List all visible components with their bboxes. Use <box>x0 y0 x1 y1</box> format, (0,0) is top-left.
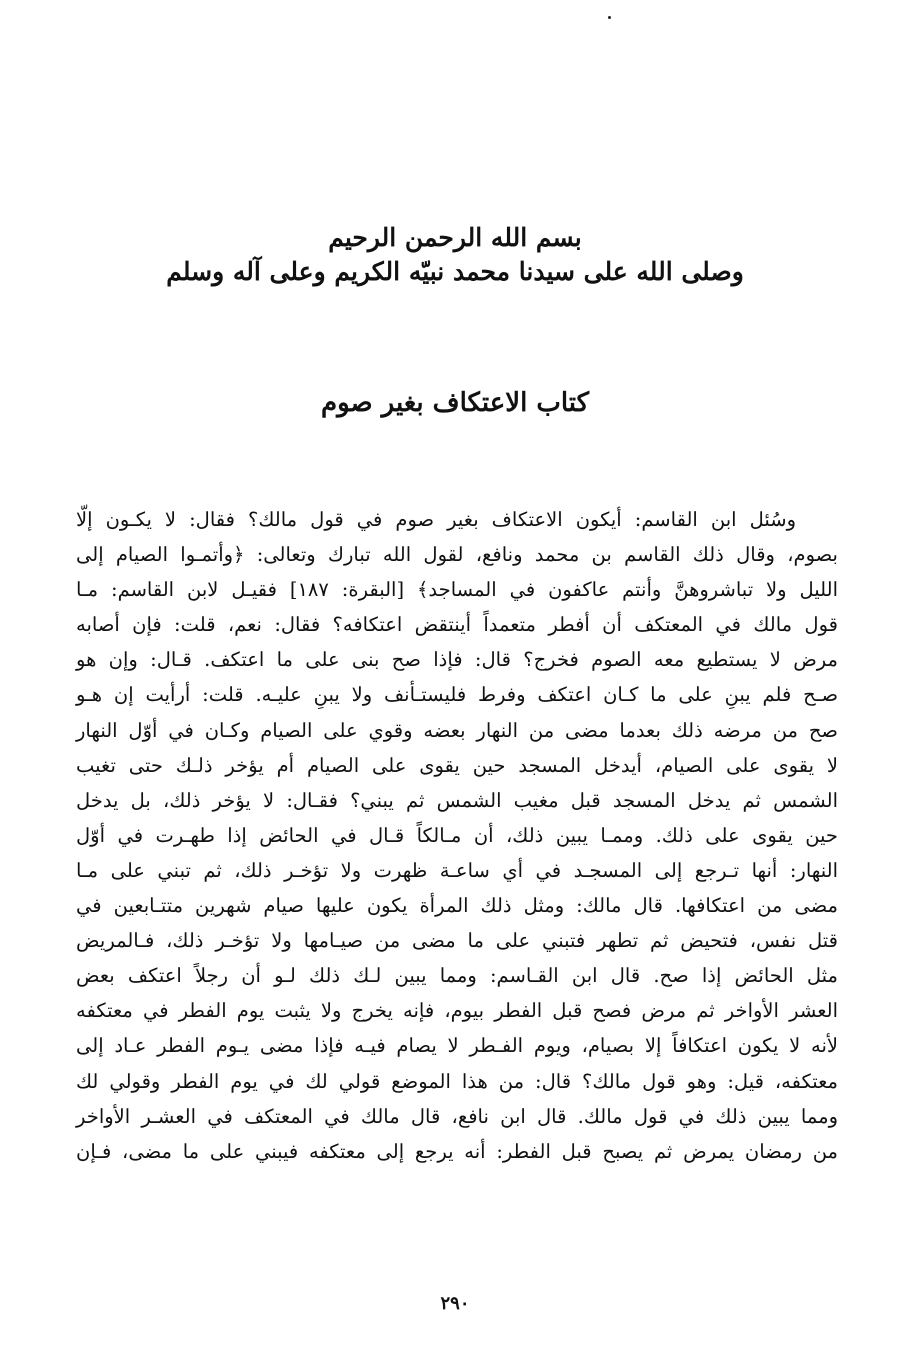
body-line: مثل الحائض إذا صح. قال ابن القـاسم: ومما يبين لـك ذلك لـو أن رجلاً اعتكف بعض <box>76 964 838 988</box>
body-line: العشر الأواخر ثم مرض فصح قبل الفطر بيوم، فإنه يخرج ولا يثبت يوم الفطر في معتكفه <box>76 999 838 1023</box>
body-line: قتل نفس، فتحيض ثم تطهر فتبني على ما مضى من صيـامها ولا تؤخـر ذلك، فـالمريض <box>76 929 838 953</box>
body-line: من رمضان يمرض ثم يصبح قبل الفطر: أنه يرجع إلى معتكفه فيبني على ما مضى، فـإن <box>76 1139 838 1163</box>
body-line: لأنه لا يكون اعتكافاً إلا بصيام، ويوم الفـطر لا يصام فيـه فإذا مضى يـوم الفطر عـاد إلى <box>76 1034 838 1058</box>
chapter-title: كتاب الاعتكاف بغير صوم <box>321 388 589 418</box>
body-line: مضى من اعتكافها. قال مالك: ومثل ذلك المرأة يكون عليها صيام شهرين متتـابعين في <box>76 894 838 918</box>
body-line: معتكفه، قيل: وهو قول مالك؟ قال: من هذا الموضع قولي لك في يوم الفطر وقولي لك <box>76 1069 838 1093</box>
body-line: النهار: أنها تـرجع إلى المسجـد في أي ساعـة ظهرت ولا تؤخـر ذلك، ثم تبني على مـا <box>76 858 838 882</box>
body-line: بصوم، وقال ذلك القاسم بن محمد ونافع، لقول الله تبارك وتعالى: ﴿وأتمـوا الصيام إلى <box>76 543 838 567</box>
basmala-line-1: بسم الله الرحمن الرحيم <box>328 223 582 252</box>
body-text <box>76 502 838 1169</box>
basmala-line-2: وصلى الله على سيدنا محمد نبيّه الكريم وعلى آله وسلم <box>166 257 744 286</box>
body-line: وسُئل ابن القاسم: أيكون الاعتكاف بغير صوم في قول مالك؟ فقال: لا يكـون إلّا <box>76 508 796 531</box>
body-line: لا يقوى على الصيام، أيدخل المسجد حين يقوى على الصيام أم يؤخر ذلـك حتى تغيب <box>76 753 838 777</box>
body-line: صـح فلم يبنِ على ما كـان اعتكف وفرط فليستـأنف ولا يبنِ عليـه. قلت: أرأيت إن هـو <box>76 683 838 707</box>
scan-speck <box>608 16 611 19</box>
body-line: الليل ولا تباشروهنَّ وأنتم عاكفون في المساجد﴾ [البقرة: ١٨٧] فقيـل لابن القاسم: مـا <box>76 578 838 602</box>
body-line: صح من مرضه ذلك بعدما مضى من النهار بعضه وقوي على الصيام وكـان في أوّل النهار <box>76 718 838 742</box>
body-line: حين يقوى على ذلك. وممـا يبين ذلك، أن مـالكاً قـال في الحائض إذا طهـرت في أوّل <box>76 823 838 847</box>
body-line: الشمس ثم يدخل المسجد قبل مغيب الشمس ثم يبني؟ فقـال: لا يؤخر ذلك، بل يدخل <box>76 788 838 812</box>
body-line: مرض لا يستطيع معه الصوم فخرج؟ قال: فإذا صح بنى على ما اعتكف. قـال: وإن هو <box>76 648 838 672</box>
body-line: قول مالك في المعتكف أن أفطر متعمداً أينتقض اعتكافه؟ فقال: نعم، قلت: فإن أصابه <box>76 613 838 637</box>
body-line: ومما يبين ذلك في قول مالك. قال ابن نافع، قال مالك في المعتكف في العشـر الأواخر <box>76 1104 838 1128</box>
page-number: ٢٩٠ <box>440 1293 470 1314</box>
